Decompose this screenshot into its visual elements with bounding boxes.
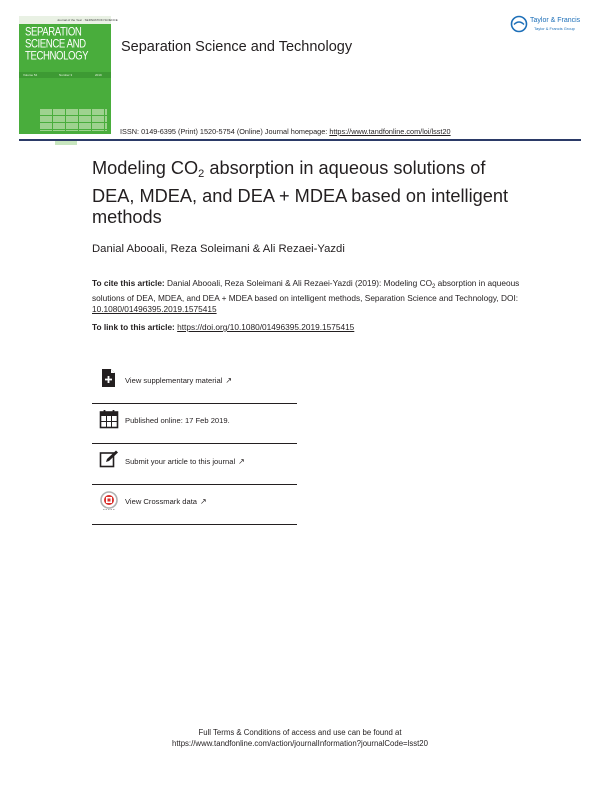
publisher-name: Taylor & Francis — [530, 17, 581, 24]
divider — [92, 484, 297, 485]
cover-logo — [55, 141, 77, 145]
publisher-group: Taylor & Francis Group — [534, 26, 575, 31]
supplementary-link[interactable] — [125, 376, 232, 385]
supplementary-icon — [99, 368, 119, 388]
journal-title: Separation Science and Technology — [121, 39, 353, 55]
journal-homepage-link[interactable]: https://www.tandfonline.com/loi/lsst20 — [329, 127, 451, 136]
supplementary-label: View supplementary material — [125, 376, 223, 385]
submit-label: Submit your article to this journal — [125, 457, 236, 466]
cover-year: 2019 — [95, 73, 102, 77]
external-link-icon: ↗ — [238, 457, 245, 466]
citation-text: absorption in aqueous solutions of DEA, MDEA, and DEA + MDEA based on intelligent methods, Separation Science and Technology, DOI: — [92, 278, 520, 303]
issn-line — [120, 127, 451, 136]
cover-title: SEPARATION SCIENCE AND TECHNOLOGY — [25, 25, 89, 63]
doi-link[interactable]: 10.1080/01496395.2019.1575415 — [92, 304, 217, 314]
divider — [92, 403, 297, 404]
submit-article-link[interactable] — [125, 457, 245, 466]
title-part: Modeling CO — [92, 158, 199, 178]
cover-volume: Volume 54 — [23, 73, 38, 77]
external-link-icon: ↗ — [225, 376, 233, 385]
footer-url[interactable]: https://www.tandfonline.com/action/journalInformation?journalCode=lsst20 — [172, 738, 428, 748]
taylor-francis-logo-icon — [510, 15, 528, 33]
footer-terms: Full Terms & Conditions of access and use can be found at — [198, 728, 402, 737]
cover-number: Number 3 — [59, 73, 73, 77]
crossmark-label: View Crossmark data — [125, 497, 198, 506]
cover-top-text: Journal of the Year · SEPARATION SCIENCE — [57, 18, 118, 22]
citation-subscript: 2 — [432, 284, 436, 290]
citation-label: To cite this article: — [92, 278, 165, 288]
external-link-icon: ↗ — [200, 497, 207, 506]
link-label: To link to this article: — [92, 322, 178, 332]
article-url-link[interactable]: https://doi.org/10.1080/01496395.2019.1575415 — [177, 322, 355, 332]
divider — [92, 443, 297, 444]
citation-text: Danial Abooali, Reza Soleimani & Ali Rezaei-Yazdi (2019): Modeling CO — [164, 278, 433, 288]
authors: Danial Abooali, Reza Soleimani & Ali Rezaei-Yazdi — [92, 243, 345, 255]
issn-text: ISSN: 0149-6395 (Print) 1520-5754 (Online) Journal homepage: — [120, 127, 330, 136]
calendar-icon — [99, 409, 119, 429]
crossmark-icon — [99, 491, 119, 511]
title-part: absorption in aqueous solutions of DEA, MDEA, and DEA + MDEA based on intelligent methods — [92, 158, 509, 227]
journal-cover — [19, 16, 118, 134]
edit-icon — [99, 449, 119, 469]
title-subscript: 2 — [198, 168, 205, 180]
article-title — [92, 158, 512, 229]
cover-graphic — [39, 108, 107, 131]
divider — [92, 524, 297, 525]
footer — [0, 728, 600, 749]
crossmark-link[interactable] — [125, 497, 207, 506]
published-date: Published online: 17 Feb 2019. — [125, 416, 230, 425]
article-link-line — [92, 322, 354, 332]
header-divider — [19, 139, 581, 141]
citation-block — [92, 278, 522, 315]
